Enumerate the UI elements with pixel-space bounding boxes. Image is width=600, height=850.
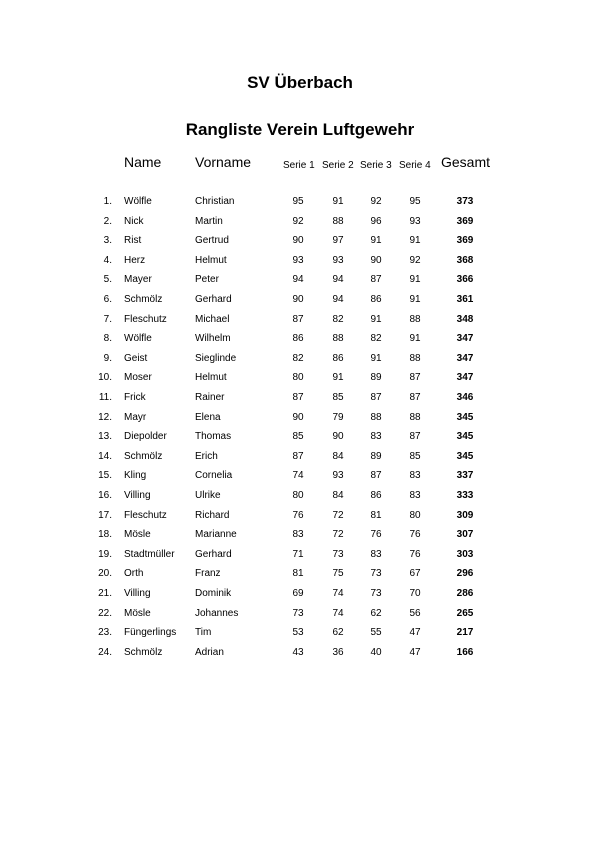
serie-4-cell: 87	[409, 392, 421, 403]
serie-1-cell: 90	[292, 411, 304, 423]
rank-cell: 20.	[98, 568, 112, 580]
serie-2-cell: 86	[332, 352, 344, 364]
header-serie-2: Serie 2	[322, 160, 354, 171]
name-cell: Stadtmüller	[124, 548, 175, 560]
gesamt-cell: 345	[456, 450, 474, 462]
serie-4-cell: 83	[409, 470, 421, 482]
serie-4-cell: 91	[409, 333, 421, 345]
serie-3-cell: 87	[370, 470, 382, 482]
vorname-cell: Wilhelm	[195, 333, 231, 345]
serie-1-cell: 86	[292, 333, 304, 345]
vorname-cell: Sieglinde	[195, 352, 237, 364]
header-serie-3: Serie 3	[360, 160, 392, 171]
vorname-cell: Erich	[195, 450, 218, 462]
serie-4-cell: 76	[409, 548, 421, 560]
gesamt-cell: 347	[456, 372, 474, 384]
serie-4-cell: 92	[409, 254, 421, 266]
serie-1-cell: 90	[292, 294, 304, 305]
vorname-cell: Michael	[195, 313, 230, 325]
rank-cell: 15.	[98, 470, 112, 482]
serie-4-cell: 95	[409, 196, 421, 207]
table-row	[0, 194, 600, 210]
rank-cell: 8.	[103, 333, 112, 345]
serie-2-cell: 93	[332, 254, 344, 266]
table-row	[0, 292, 600, 308]
serie-1-cell: 71	[292, 548, 304, 560]
vorname-cell: Gerhard	[195, 548, 232, 560]
serie-2-cell: 84	[332, 450, 344, 462]
serie-4-cell: 47	[409, 627, 421, 639]
table-row	[0, 429, 600, 445]
name-cell: Moser	[124, 372, 152, 384]
serie-2-cell: 88	[332, 215, 344, 227]
header-serie-4: Serie 4	[399, 160, 431, 171]
name-cell: Geist	[124, 352, 148, 364]
serie-1-cell: 87	[292, 392, 304, 403]
serie-1-cell: 73	[292, 607, 304, 619]
serie-3-cell: 89	[370, 450, 382, 462]
serie-3-cell: 73	[370, 588, 382, 599]
rank-cell: 5.	[103, 274, 112, 286]
serie-1-cell: 82	[292, 352, 304, 364]
serie-1-cell: 83	[292, 529, 304, 541]
vorname-cell: Rainer	[195, 392, 225, 403]
serie-3-cell: 40	[370, 646, 382, 658]
table-row	[0, 390, 600, 406]
serie-4-cell: 56	[409, 607, 421, 619]
serie-1-cell: 74	[292, 470, 304, 482]
serie-4-cell: 91	[409, 274, 421, 286]
table-row	[0, 253, 600, 269]
table-row	[0, 351, 600, 367]
rank-cell: 23.	[98, 627, 112, 639]
serie-3-cell: 86	[370, 490, 382, 501]
rank-cell: 9.	[103, 352, 112, 364]
vorname-cell: Christian	[195, 196, 235, 207]
vorname-cell: Gertrud	[195, 235, 229, 247]
serie-1-cell: 92	[292, 215, 304, 227]
serie-4-cell: 85	[409, 450, 421, 462]
vorname-cell: Dominik	[195, 588, 232, 599]
vorname-cell: Peter	[195, 274, 219, 286]
serie-3-cell: 91	[370, 313, 382, 325]
serie-2-cell: 72	[332, 509, 344, 521]
vorname-cell: Johannes	[195, 607, 239, 619]
gesamt-cell: 286	[456, 588, 474, 599]
vorname-cell: Franz	[195, 568, 221, 580]
table-row	[0, 468, 600, 484]
gesamt-cell: 347	[456, 333, 474, 345]
table-row	[0, 214, 600, 230]
name-cell: Mösle	[124, 529, 151, 541]
serie-2-cell: 73	[332, 548, 344, 560]
serie-1-cell: 43	[292, 646, 304, 658]
serie-1-cell: 69	[292, 588, 304, 599]
serie-4-cell: 67	[409, 568, 421, 580]
serie-1-cell: 90	[292, 235, 304, 247]
name-cell: Fleschutz	[124, 509, 167, 521]
serie-1-cell: 87	[292, 313, 304, 325]
serie-2-cell: 93	[332, 470, 344, 482]
name-cell: Diepolder	[124, 431, 167, 443]
rank-cell: 10.	[98, 372, 112, 384]
rank-cell: 17.	[98, 509, 112, 521]
rank-cell: 2.	[103, 215, 112, 227]
header-name: Name	[124, 154, 162, 170]
rank-cell: 12.	[98, 411, 112, 423]
rank-cell: 19.	[98, 548, 112, 560]
serie-4-cell: 88	[409, 352, 421, 364]
serie-1-cell: 85	[292, 431, 304, 443]
gesamt-cell: 307	[456, 529, 474, 541]
name-cell: Villing	[124, 588, 151, 599]
rank-cell: 13.	[98, 431, 112, 443]
serie-3-cell: 91	[370, 352, 382, 364]
name-cell: Rist	[124, 235, 142, 247]
serie-3-cell: 76	[370, 529, 382, 541]
serie-2-cell: 94	[332, 274, 344, 286]
gesamt-cell: 345	[456, 431, 474, 443]
vorname-cell: Adrian	[195, 646, 224, 658]
serie-2-cell: 36	[332, 646, 344, 658]
vorname-cell: Marianne	[195, 529, 237, 541]
table-row	[0, 370, 600, 386]
rank-cell: 1.	[103, 196, 112, 207]
serie-2-cell: 91	[332, 372, 344, 384]
table-row	[0, 606, 600, 622]
rank-cell: 11.	[98, 392, 112, 403]
vorname-cell: Richard	[195, 509, 230, 521]
name-cell: Mösle	[124, 607, 151, 619]
serie-2-cell: 94	[332, 294, 344, 305]
gesamt-cell: 347	[456, 352, 474, 364]
header-serie-1: Serie 1	[283, 160, 315, 171]
serie-1-cell: 76	[292, 509, 304, 521]
rank-cell: 18.	[98, 529, 112, 541]
table-row	[0, 410, 600, 426]
serie-4-cell: 87	[409, 431, 421, 443]
table-row	[0, 233, 600, 249]
rank-cell: 4.	[103, 254, 112, 266]
table-row	[0, 566, 600, 582]
serie-4-cell: 93	[409, 215, 421, 227]
gesamt-cell: 366	[456, 274, 474, 286]
rank-cell: 14.	[98, 450, 112, 462]
vorname-cell: Tim	[195, 627, 212, 639]
table-row	[0, 272, 600, 288]
gesamt-cell: 296	[456, 568, 474, 580]
rank-cell: 24.	[98, 646, 112, 658]
serie-3-cell: 83	[370, 548, 382, 560]
gesamt-cell: 369	[456, 235, 474, 247]
serie-1-cell: 93	[292, 254, 304, 266]
serie-1-cell: 94	[292, 274, 304, 286]
vorname-cell: Ulrike	[195, 490, 221, 501]
table-row	[0, 508, 600, 524]
serie-2-cell: 84	[332, 490, 344, 501]
name-cell: Mayer	[124, 274, 152, 286]
vorname-cell: Helmut	[195, 372, 227, 384]
serie-4-cell: 76	[409, 529, 421, 541]
gesamt-cell: 369	[456, 215, 474, 227]
serie-3-cell: 82	[370, 333, 382, 345]
table-row	[0, 331, 600, 347]
name-cell: Schmölz	[124, 450, 163, 462]
rank-cell: 22.	[98, 607, 112, 619]
serie-2-cell: 74	[332, 607, 344, 619]
rank-cell: 7.	[103, 313, 112, 325]
serie-2-cell: 62	[332, 627, 344, 639]
gesamt-cell: 265	[456, 607, 474, 619]
name-cell: Kling	[124, 470, 147, 482]
serie-4-cell: 47	[409, 646, 421, 658]
rank-cell: 3.	[103, 235, 112, 247]
gesamt-cell: 166	[456, 646, 474, 658]
serie-2-cell: 82	[332, 313, 344, 325]
serie-4-cell: 91	[409, 294, 421, 305]
name-cell: Schmölz	[124, 294, 163, 305]
gesamt-cell: 309	[456, 509, 474, 521]
serie-3-cell: 86	[370, 294, 382, 305]
serie-3-cell: 73	[370, 568, 382, 580]
rank-cell: 21.	[98, 588, 112, 599]
table-row	[0, 547, 600, 563]
name-cell: Frick	[124, 392, 146, 403]
serie-2-cell: 75	[332, 568, 344, 580]
serie-4-cell: 88	[409, 411, 421, 423]
gesamt-cell: 337	[456, 470, 474, 482]
serie-4-cell: 87	[409, 372, 421, 384]
serie-2-cell: 72	[332, 529, 344, 541]
name-cell: Fleschutz	[124, 313, 167, 325]
rank-cell: 6.	[103, 294, 112, 305]
name-cell: Herz	[124, 254, 146, 266]
ranking-title: Rangliste Verein Luftgewehr	[185, 120, 415, 139]
serie-3-cell: 81	[370, 509, 382, 521]
serie-2-cell: 88	[332, 333, 344, 345]
gesamt-cell: 373	[456, 196, 474, 207]
name-cell: Wölfle	[124, 333, 152, 345]
gesamt-cell: 333	[456, 490, 474, 501]
serie-2-cell: 79	[332, 411, 344, 423]
serie-2-cell: 85	[332, 392, 344, 403]
serie-1-cell: 80	[292, 372, 304, 384]
gesamt-cell: 361	[456, 294, 474, 305]
table-row	[0, 625, 600, 641]
header-vorname: Vorname	[195, 154, 252, 170]
vorname-cell: Thomas	[195, 431, 232, 443]
name-cell: Villing	[124, 490, 151, 501]
rank-cell: 16.	[98, 490, 112, 501]
serie-1-cell: 87	[292, 450, 304, 462]
vorname-cell: Martin	[195, 215, 223, 227]
serie-4-cell: 88	[409, 313, 421, 325]
vorname-cell: Cornelia	[195, 470, 233, 482]
serie-3-cell: 88	[370, 411, 382, 423]
table-row	[0, 586, 600, 602]
serie-3-cell: 91	[370, 235, 382, 247]
vorname-cell: Helmut	[195, 254, 227, 266]
header-gesamt: Gesamt	[441, 154, 491, 170]
table-row	[0, 488, 600, 504]
gesamt-cell: 303	[456, 548, 474, 560]
serie-4-cell: 91	[409, 235, 421, 247]
serie-1-cell: 95	[292, 196, 304, 207]
serie-3-cell: 62	[370, 607, 382, 619]
serie-4-cell: 80	[409, 509, 421, 521]
name-cell: Schmölz	[124, 646, 163, 658]
vorname-cell: Elena	[195, 411, 221, 423]
gesamt-cell: 346	[456, 392, 474, 403]
serie-1-cell: 53	[292, 627, 304, 639]
serie-3-cell: 83	[370, 431, 382, 443]
serie-2-cell: 90	[332, 431, 344, 443]
serie-3-cell: 87	[370, 274, 382, 286]
table-row	[0, 645, 600, 661]
gesamt-cell: 368	[456, 254, 474, 266]
serie-3-cell: 55	[370, 627, 382, 639]
name-cell: Nick	[124, 215, 144, 227]
gesamt-cell: 217	[456, 627, 474, 639]
serie-4-cell: 83	[409, 490, 421, 501]
club-title: SV Überbach	[247, 73, 353, 92]
serie-3-cell: 92	[370, 196, 382, 207]
serie-3-cell: 87	[370, 392, 382, 403]
serie-2-cell: 97	[332, 235, 344, 247]
serie-2-cell: 74	[332, 588, 344, 599]
vorname-cell: Gerhard	[195, 294, 232, 305]
serie-3-cell: 89	[370, 372, 382, 384]
serie-3-cell: 96	[370, 215, 382, 227]
serie-4-cell: 70	[409, 588, 421, 599]
gesamt-cell: 345	[456, 411, 474, 423]
table-row	[0, 312, 600, 328]
name-cell: Mayr	[124, 411, 147, 423]
name-cell: Wölfle	[124, 196, 152, 207]
table-row	[0, 527, 600, 543]
serie-3-cell: 90	[370, 254, 382, 266]
serie-1-cell: 80	[292, 490, 304, 501]
name-cell: Orth	[124, 568, 144, 580]
serie-1-cell: 81	[292, 568, 304, 580]
table-row	[0, 449, 600, 465]
serie-2-cell: 91	[332, 196, 344, 207]
gesamt-cell: 348	[456, 313, 474, 325]
name-cell: Füngerlings	[124, 627, 177, 639]
